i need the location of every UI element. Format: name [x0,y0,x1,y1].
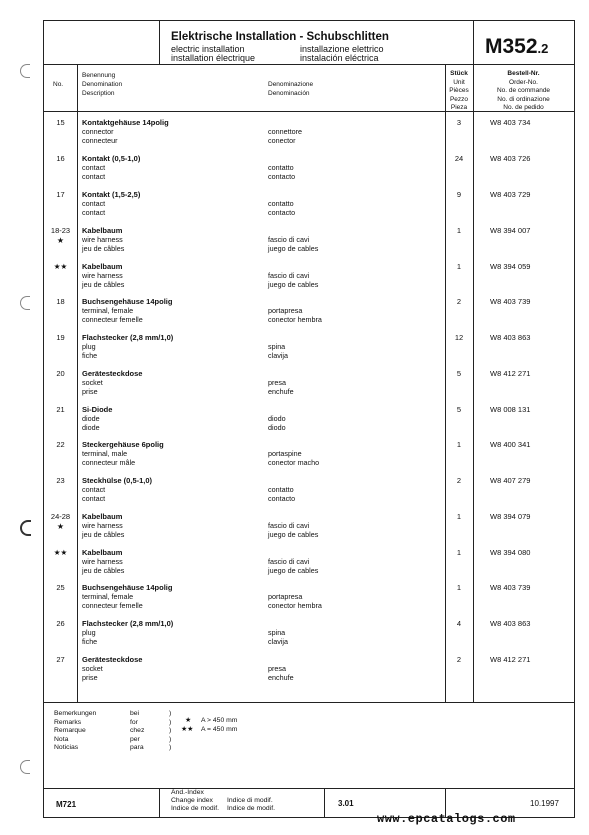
item-order-number: W8 400 341 [490,440,531,449]
item-name-english: socket [82,664,103,673]
item-quantity: 9 [456,190,462,199]
item-name-french: jeu de câbles [82,566,125,575]
watermark-text: www.epcatalogs.com [377,812,516,826]
item-number: 19 [56,333,65,342]
item-name-german: Flachstecker (2,8 mm/1,0) [82,619,174,628]
item-name-english: contact [82,485,106,494]
item-name-french: connecteur femelle [82,601,143,610]
part-row [44,226,576,262]
remarks-bracket: ) [169,718,172,726]
item-name-french: connecteur mâle [82,458,136,467]
item-quantity: 5 [456,369,462,378]
title-french: installation électrique [171,53,256,63]
item-name-french: jeu de câbles [82,244,125,253]
item-name-german: Gerätesteckdose [82,655,143,664]
item-name-french: contact [82,208,106,217]
item-order-number: W8 403 863 [490,619,531,628]
remarks-bracket: ) [169,744,172,751]
item-name-italian: contatto [268,163,294,172]
item-order-number: W8 403 739 [490,297,531,306]
item-order-number: W8 403 863 [490,333,531,342]
item-name-italian: fascio di cavi [268,557,310,566]
item-name-italian: diodo [268,414,286,423]
item-order-number: W8 412 271 [490,369,531,378]
item-number: 24-28 [50,512,71,521]
remarks-label: Bemerkungen [54,710,97,717]
item-name-italian: portapresa [268,592,303,601]
item-name-german: Kontakt (0,5-1,0) [82,154,141,163]
item-name-italian: fascio di cavi [268,235,310,244]
item-name-spanish: clavija [268,637,288,646]
item-name-french: jeu de câbles [82,530,125,539]
item-name-english: wire harness [82,271,123,280]
item-order-number: W8 407 279 [490,476,531,485]
item-quantity: 1 [456,226,462,235]
column-denominazione-header: Denominazione [268,81,314,88]
item-name-italian: portapresa [268,306,303,315]
remarks-label: Remarks [54,718,82,726]
item-name-german: Kontaktgehäuse 14polig [82,118,169,127]
footer-indice-fr: Indice de modif. [171,805,219,812]
item-name-german: Gerätesteckdose [82,369,143,378]
item-variant-star: ★ [56,522,65,531]
item-name-french: prise [82,673,98,682]
item-order-number: W8 403 726 [490,154,531,163]
parts-sheet [43,20,575,818]
item-name-spanish: contacto [268,172,296,181]
item-name-italian: contatto [268,199,294,208]
item-number: 26 [56,619,65,628]
item-name-spanish: enchufe [268,387,294,396]
document-code [485,36,548,57]
item-number: ★★ [53,548,68,557]
title-spanish: instalación eléctrica [300,53,379,63]
footer-aend-index: Änd.-Index [171,789,204,796]
part-row [44,262,576,298]
item-name-english: socket [82,378,103,387]
column-no-header: No. [53,81,64,88]
item-quantity: 2 [456,655,462,664]
item-name-italian: fascio di cavi [268,521,310,530]
item-order-number: W8 403 734 [490,118,531,127]
remark-double-star: ★★ [181,726,194,733]
document-code-suffix: .2 [537,41,549,56]
qty-header-line: Unit [453,78,465,86]
item-name-spanish: juego de cables [268,244,319,253]
item-quantity: 2 [456,297,462,306]
punch-hole-mark [20,64,30,78]
item-name-english: wire harness [82,557,123,566]
item-name-english: wire harness [82,521,123,530]
item-order-number: W8 394 007 [490,226,531,235]
punch-hole-mark [20,760,30,774]
item-name-english: connector [82,127,114,136]
order-header-line: Order-No. [509,78,538,86]
part-row [44,118,576,154]
item-name-spanish: diodo [268,423,286,432]
item-name-german: Kabelbaum [82,512,123,521]
item-quantity: 1 [456,262,462,271]
item-name-english: plug [82,342,96,351]
punch-hole-mark [20,520,31,536]
item-name-italian: contatto [268,485,294,494]
remark-note-gt-450: A > 450 mm [201,717,238,724]
order-header-line: No. de commande [496,87,551,95]
item-quantity: 3 [456,118,462,127]
footer-change-index: Change index [171,797,213,804]
item-name-french: fiche [82,637,98,646]
remarks-bracket: ) [169,735,172,743]
item-name-french: connecteur femelle [82,315,143,324]
item-quantity: 24 [454,154,464,163]
remarks-bracket: ) [169,727,172,734]
footer-model: M721 [56,800,77,809]
part-row [44,583,576,619]
item-name-english: terminal, female [82,306,134,315]
order-header-line: No. di ordinazione [497,95,550,103]
item-name-italian: spina [268,628,286,637]
item-number: 15 [56,118,65,127]
footer-divider-1 [159,788,160,817]
item-number: 27 [56,655,65,664]
item-name-french: jeu de câbles [82,280,125,289]
part-row [44,297,576,333]
item-quantity: 1 [456,583,462,592]
part-row [44,405,576,441]
item-name-english: contact [82,199,106,208]
item-name-german: Steckergehäuse 6polig [82,440,164,449]
item-name-german: Steckhülse (0,5-1,0) [82,476,153,485]
remarks-word: chez [130,727,145,734]
header-bottom-rule [44,64,574,65]
item-name-german: Si-Diode [82,405,113,414]
qty-header-line: Pièces [449,87,469,95]
qty-header-line: Stück [450,70,468,77]
item-name-english: contact [82,163,106,172]
item-name-english: terminal, female [82,592,134,601]
column-qty-header [445,70,473,111]
remarks-word: for [130,718,138,726]
item-name-italian: connettore [268,127,302,136]
part-row [44,655,576,691]
item-name-spanish: enchufe [268,673,294,682]
item-name-french: fiche [82,351,98,360]
remarks-label: Remarque [54,727,86,734]
item-name-german: Buchsengehäuse 14polig [82,583,173,592]
item-name-spanish: conector hembra [268,315,322,324]
item-name-german: Kabelbaum [82,226,123,235]
item-name-spanish: conector hembra [268,601,322,610]
item-name-french: contact [82,172,106,181]
punch-hole-mark [20,296,30,310]
remarks-labels [54,710,96,753]
column-denomination-header: Denomination [82,81,123,88]
item-quantity: 2 [456,476,462,485]
item-name-german: Flachstecker (2,8 mm/1,0) [82,333,174,342]
item-name-italian: spina [268,342,286,351]
item-quantity: 4 [456,619,462,628]
header-divider-left [159,21,160,64]
item-order-number: W8 403 729 [490,190,531,199]
remark-note-eq-450: A = 450 mm [201,726,238,733]
document-code-main: M352 [485,35,538,58]
item-name-german: Kabelbaum [82,262,123,271]
item-number: 18-23 [50,226,71,235]
item-quantity: 1 [456,440,462,449]
item-name-french: diode [82,423,100,432]
remarks-label: Nota [54,735,69,743]
footer-indice-it: Indice di modif. [227,797,273,804]
footer-indice-es: Indice de modif. [227,805,275,812]
item-name-spanish: contacto [268,208,296,217]
order-header-line: No. de pedido [503,104,544,112]
remarks-label: Noticias [54,744,79,751]
item-name-french: prise [82,387,98,396]
part-row [44,154,576,190]
item-quantity: 12 [454,333,464,342]
item-name-spanish: juego de cables [268,566,319,575]
footer-divider-2 [324,788,325,817]
header-divider-right [473,21,474,64]
column-denominacion-header: Denominación [268,90,310,97]
remarks-word: per [130,735,140,743]
item-quantity: 5 [456,405,462,414]
item-name-spanish: contacto [268,494,296,503]
item-name-italian: presa [268,378,286,387]
title-italian: installazione elettrico [300,44,384,54]
item-number: 20 [56,369,65,378]
item-name-french: contact [82,494,106,503]
item-order-number: W8 394 059 [490,262,531,271]
part-row [44,512,576,548]
item-name-english: wire harness [82,235,123,244]
item-order-number: W8 008 131 [490,405,531,414]
item-number: 18 [56,297,65,306]
item-quantity: 1 [456,548,462,557]
item-name-french: connecteur [82,136,118,145]
item-name-spanish: conector [268,136,296,145]
item-name-english: terminal, male [82,449,128,458]
remarks-word: para [130,744,144,751]
item-name-spanish: conector macho [268,458,320,467]
item-number: 25 [56,583,65,592]
qty-header-line: Pieza [450,104,468,112]
item-order-number: W8 394 080 [490,548,531,557]
item-name-english: plug [82,628,96,637]
part-row [44,548,576,584]
part-row [44,333,576,369]
remarks-bracket: ) [169,710,172,717]
item-name-english: diode [82,414,100,423]
item-name-italian: portaspine [268,449,302,458]
part-row [44,369,576,405]
remarks-word: bei [130,710,140,717]
column-benennung-header: Benennung [82,72,116,79]
footer-revision: 3.01 [338,799,354,808]
item-name-spanish: juego de cables [268,530,319,539]
item-number: ★★ [53,262,68,271]
item-name-spanish: juego de cables [268,280,319,289]
item-order-number: W8 394 079 [490,512,531,521]
remark-single-star: ★ [185,717,192,724]
item-number: 16 [56,154,65,163]
part-row [44,476,576,512]
item-name-german: Buchsengehäuse 14polig [82,297,173,306]
part-row [44,440,576,476]
footer-date: 10.1997 [530,799,559,808]
footer-top-rule [44,788,574,789]
remarks-top-rule [44,702,574,703]
item-name-german: Kontakt (1,5-2,5) [82,190,141,199]
column-description-header: Description [82,90,115,97]
item-number: 22 [56,440,65,449]
remarks-brackets [169,710,171,753]
item-variant-star: ★ [56,236,65,245]
item-name-italian: presa [268,664,286,673]
item-number: 23 [56,476,65,485]
item-number: 21 [56,405,65,414]
title-english: electric installation [171,44,245,54]
order-header-line: Bestell-Nr. [507,70,540,77]
remarks-words [130,710,144,753]
item-name-italian: fascio di cavi [268,271,310,280]
item-quantity: 1 [456,512,462,521]
part-row [44,190,576,226]
item-number: 17 [56,190,65,199]
item-order-number: W8 412 271 [490,655,531,664]
part-row [44,619,576,655]
column-order-header [473,70,574,111]
title-german: Elektrische Installation - Schubschlitten [171,31,389,43]
item-order-number: W8 403 739 [490,583,531,592]
item-name-german: Kabelbaum [82,548,123,557]
item-name-spanish: clavija [268,351,288,360]
qty-header-line: Pezzo [449,95,469,103]
